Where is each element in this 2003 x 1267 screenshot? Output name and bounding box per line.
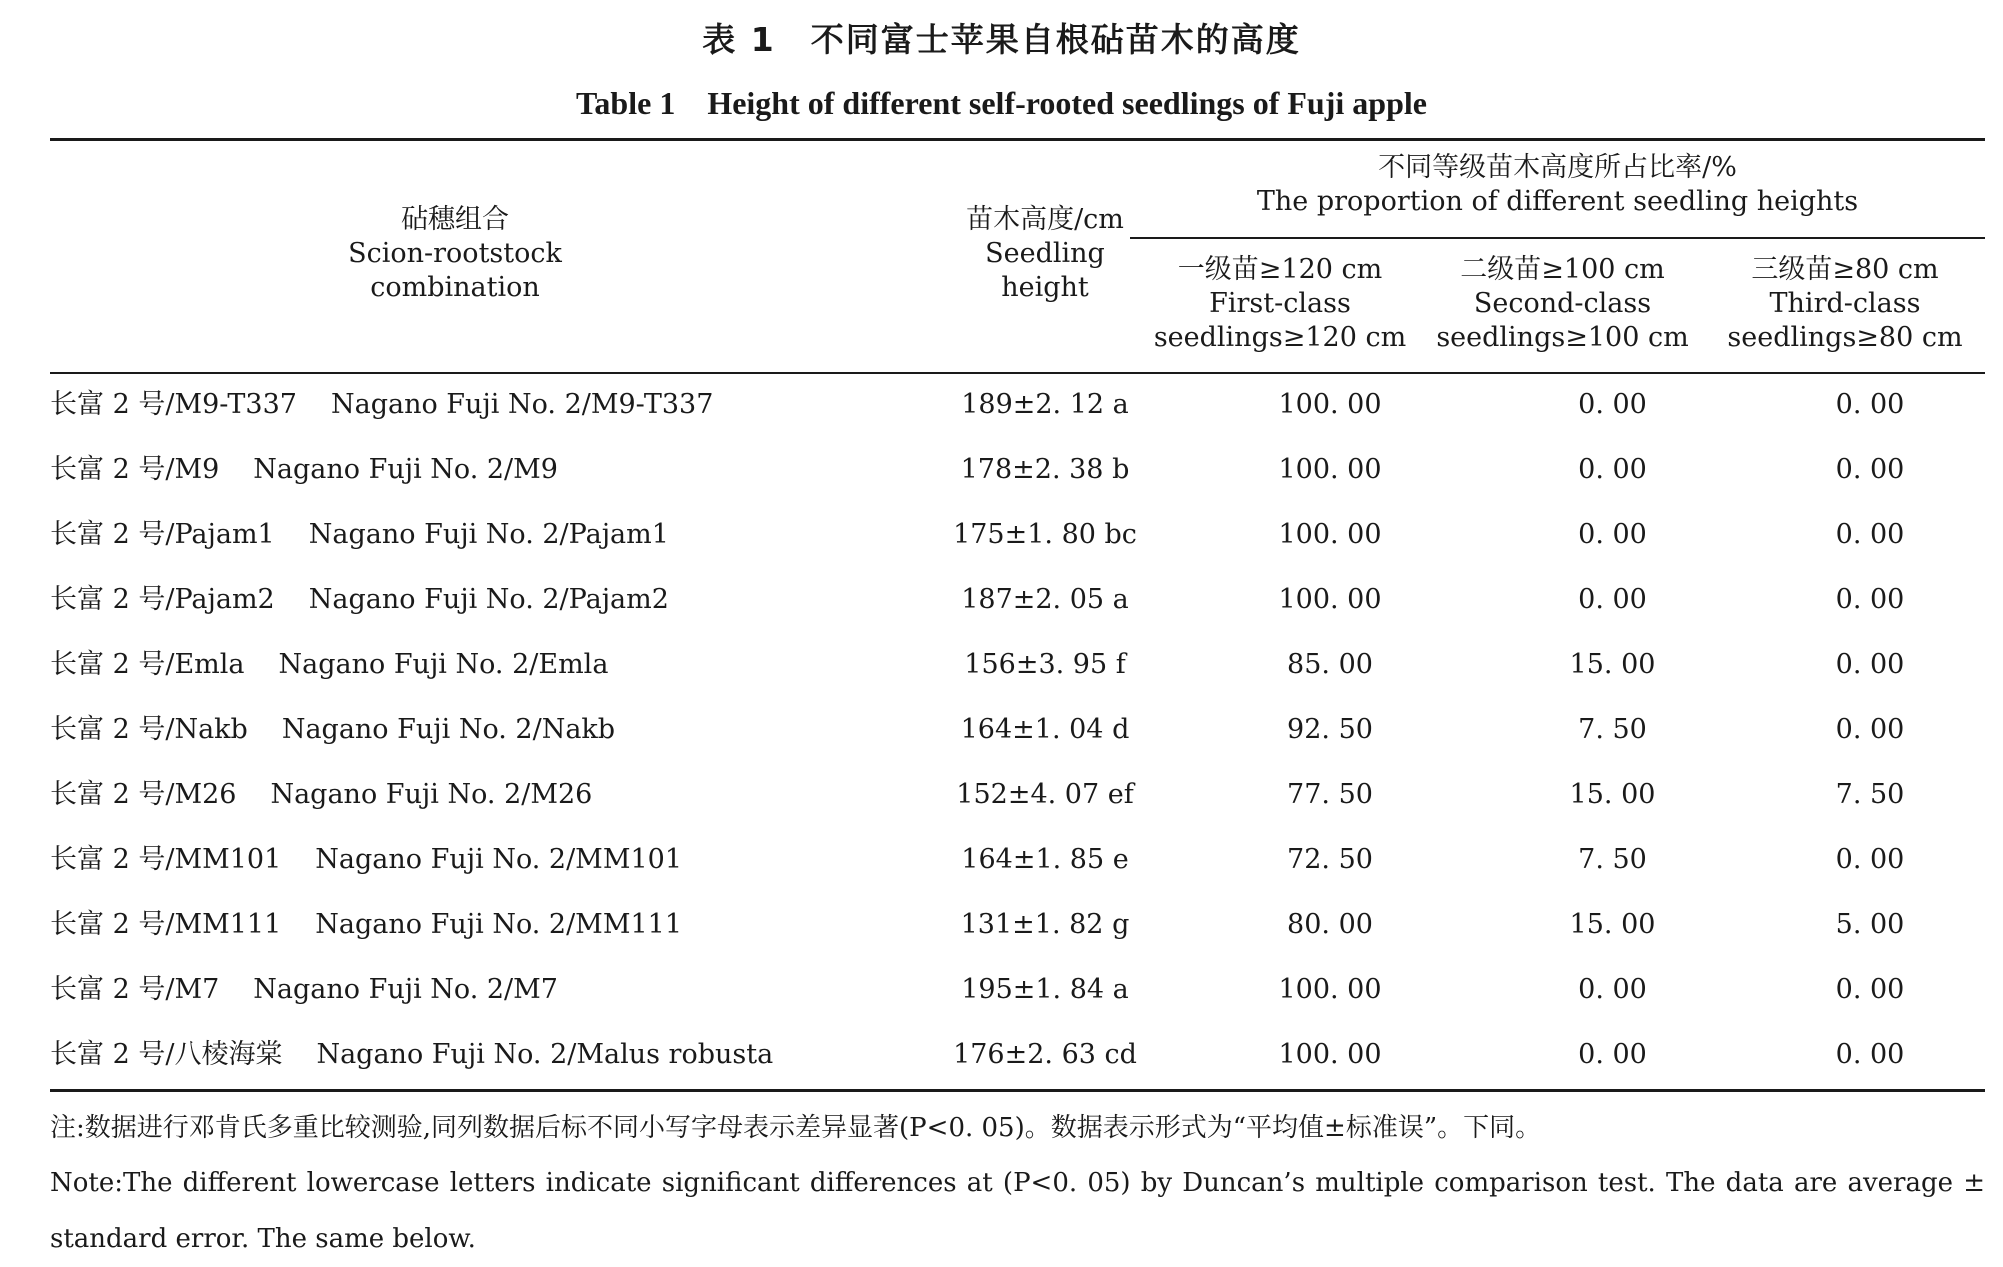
header-combination (50, 203, 860, 305)
combination-cell (50, 827, 900, 892)
first-class-cell: 100. 00 (1278, 389, 1382, 420)
third-class-cell: 7. 50 (1835, 779, 1905, 810)
header-combination-cn: 砧穗组合 (401, 204, 509, 235)
second-class-cell: 15. 00 (1569, 649, 1656, 680)
header-first-class-en2: seedlings≥120 cm (1153, 322, 1407, 353)
combination-en: Nagano Fuji No. 2/M9 (253, 454, 558, 485)
first-class-cell: 80. 00 (1287, 909, 1373, 940)
combination-cn: 长富 2 号/M7 (50, 974, 220, 1005)
combination-cell (50, 567, 900, 632)
third-class-cell: 0. 00 (1835, 714, 1905, 745)
header-third-class (1705, 253, 1985, 355)
combination-cn: 长富 2 号/Pajam2 (50, 584, 275, 615)
combination-cn: 长富 2 号/M9-T337 (50, 389, 297, 420)
header-third-class-en1: Third-class (1769, 288, 1921, 319)
header-combination-en2: combination (370, 272, 540, 303)
third-class-cell: 0. 00 (1835, 454, 1905, 485)
header-first-class (1140, 253, 1420, 355)
second-class-cell: 7. 50 (1578, 714, 1647, 745)
combination-cell (50, 697, 900, 762)
second-class-cell: 0. 00 (1578, 974, 1647, 1005)
combination-en: Nagano Fuji No. 2/Emla (278, 649, 609, 680)
first-class-cell: 77. 50 (1287, 779, 1373, 810)
header-third-class-cn: 三级苗≥80 cm (1751, 254, 1939, 285)
header-third-class-en2: seedlings≥80 cm (1727, 322, 1963, 353)
height-cell: 152±4. 07 ef (956, 779, 1134, 810)
third-class-cell: 0. 00 (1835, 974, 1905, 1005)
header-first-class-en1: First-class (1209, 288, 1351, 319)
combination-cell (50, 632, 900, 697)
combination-en: Nagano Fuji No. 2/Pajam2 (308, 584, 669, 615)
combination-cn: 长富 2 号/M26 (50, 779, 237, 810)
top-rule (50, 138, 1985, 141)
height-cell: 131±1. 82 g (960, 909, 1130, 940)
third-class-cell: 0. 00 (1835, 844, 1905, 875)
first-class-cell: 100. 00 (1278, 454, 1382, 485)
table-row (50, 827, 1985, 892)
combination-cn: 长富 2 号/MM111 (50, 909, 282, 940)
height-cell: 176±2. 63 cd (953, 1039, 1137, 1070)
table-row (50, 502, 1985, 567)
header-proportion (1130, 151, 1985, 219)
third-class-cell: 0. 00 (1835, 1039, 1905, 1070)
combination-en: Nagano Fuji No. 2/M26 (270, 779, 593, 810)
bottom-rule (50, 1089, 1985, 1092)
second-class-cell: 15. 00 (1569, 779, 1656, 810)
first-class-cell: 100. 00 (1278, 974, 1382, 1005)
combination-cell (50, 437, 900, 502)
note-cn: 注:数据进行邓肯氏多重比较测验,同列数据后标不同小写字母表示差异显著(P<0. 05)。数据表示形式为“平均值±标准误”。下同。 (50, 1113, 1542, 1143)
combination-cn: 长富 2 号/八棱海棠 (50, 1039, 283, 1070)
third-class-cell: 0. 00 (1835, 389, 1905, 420)
header-height-cn: 苗木高度/cm (966, 204, 1124, 235)
first-class-cell: 100. 00 (1278, 1039, 1382, 1070)
combination-en: Nagano Fuji No. 2/Nakb (281, 714, 616, 745)
height-cell: 178±2. 38 b (960, 454, 1130, 485)
header-height-en1: Seedling (985, 238, 1105, 269)
table-row (50, 892, 1985, 957)
third-class-cell: 0. 00 (1835, 584, 1905, 615)
combination-en: Nagano Fuji No. 2/MM101 (315, 844, 682, 875)
first-class-cell: 92. 50 (1287, 714, 1373, 745)
combination-cn: 长富 2 号/MM101 (50, 844, 282, 875)
header-second-class-cn: 二级苗≥100 cm (1460, 254, 1665, 285)
table-row (50, 762, 1985, 827)
combination-cn: 长富 2 号/Pajam1 (50, 519, 275, 550)
header-second-class-en1: Second-class (1473, 288, 1652, 319)
table-row (50, 632, 1985, 697)
first-class-cell: 85. 00 (1287, 649, 1373, 680)
third-class-cell: 0. 00 (1835, 519, 1905, 550)
combination-cell (50, 372, 900, 437)
combination-cell (50, 502, 900, 567)
combination-cn: 长富 2 号/M9 (50, 454, 220, 485)
combination-cell (50, 1022, 900, 1087)
header-combination-en1: Scion-rootstock (348, 238, 562, 269)
second-class-cell: 0. 00 (1578, 1039, 1647, 1070)
header-proportion-cn: 不同等级苗木高度所占比率/% (1378, 152, 1737, 183)
first-class-cell: 100. 00 (1278, 584, 1382, 615)
height-cell: 164±1. 04 d (960, 714, 1130, 745)
combination-cell (50, 892, 900, 957)
combination-cell (50, 762, 900, 827)
header-second-class (1420, 253, 1705, 355)
table-row (50, 567, 1985, 632)
combination-en: Nagano Fuji No. 2/Pajam1 (308, 519, 669, 550)
combination-cell (50, 957, 900, 1022)
header-first-class-cn: 一级苗≥120 cm (1177, 254, 1383, 285)
combination-cn: 长富 2 号/Nakb (50, 714, 248, 745)
third-class-cell: 0. 00 (1835, 649, 1905, 680)
table-title-cn: 表 1 不同富士苹果自根砧苗木的高度 (702, 20, 1301, 59)
header-proportion-en: The proportion of different seedling heights (1256, 186, 1859, 217)
table-row (50, 957, 1985, 1022)
second-class-cell: 0. 00 (1578, 584, 1647, 615)
first-class-cell: 100. 00 (1278, 519, 1382, 550)
combination-en: Nagano Fuji No. 2/MM111 (315, 909, 682, 940)
second-class-cell: 0. 00 (1578, 454, 1647, 485)
note-en: Note:The different lowercase letters indicate significant differences at (P<0. 05) by Duncan’s multiple comparison test. The data are average ± standard error. The same below. (50, 1168, 1985, 1254)
second-class-cell: 0. 00 (1578, 519, 1647, 550)
second-class-cell: 7. 50 (1578, 844, 1647, 875)
table-row (50, 697, 1985, 762)
table-row (50, 372, 1985, 437)
combination-en: Nagano Fuji No. 2/M9-T337 (330, 389, 714, 420)
second-class-cell: 0. 00 (1578, 389, 1647, 420)
third-class-cell: 5. 00 (1835, 909, 1905, 940)
height-cell: 175±1. 80 bc (953, 519, 1137, 550)
height-cell: 164±1. 85 e (961, 844, 1129, 875)
combination-en: Nagano Fuji No. 2/Malus robusta (316, 1039, 774, 1070)
table-row (50, 1022, 1985, 1087)
proportion-subrule (1130, 237, 1985, 239)
combination-en: Nagano Fuji No. 2/M7 (253, 974, 558, 1005)
height-cell: 156±3. 95 f (964, 649, 1126, 680)
height-cell: 195±1. 84 a (961, 974, 1129, 1005)
combination-cn: 长富 2 号/Emla (50, 649, 245, 680)
second-class-cell: 15. 00 (1569, 909, 1656, 940)
table-row (50, 437, 1985, 502)
height-cell: 189±2. 12 a (961, 389, 1129, 420)
header-height-en2: height (1001, 272, 1089, 303)
header-second-class-en2: seedlings≥100 cm (1436, 322, 1689, 353)
table-title-en: Table 1 Height of different self-rooted seedlings of Fuji apple (576, 85, 1427, 121)
height-cell: 187±2. 05 a (961, 584, 1129, 615)
first-class-cell: 72. 50 (1287, 844, 1373, 875)
